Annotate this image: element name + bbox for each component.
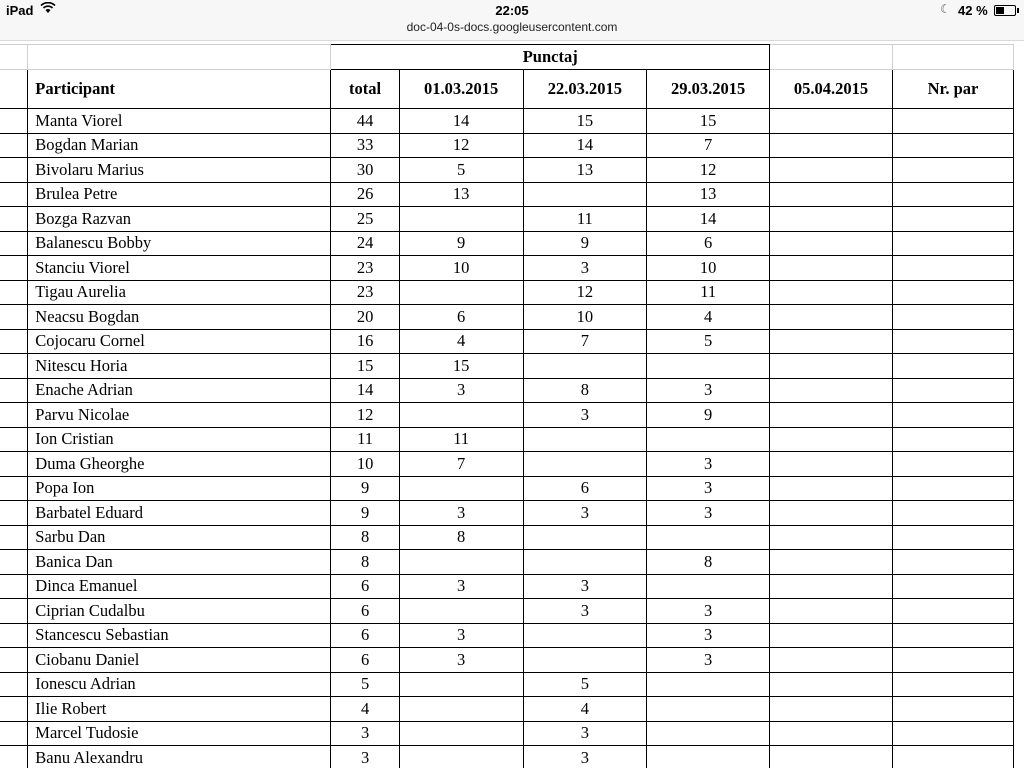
total-cell: 30 [331,158,399,183]
battery-fill [996,7,1004,14]
score-cell-d2 [523,623,647,648]
row-index-cell [0,574,28,599]
score-cell-d2: 15 [523,109,647,134]
score-cell-d1: 6 [399,305,523,330]
score-cell-d3: 3 [647,476,770,501]
total-cell: 20 [331,305,399,330]
score-cell-d1: 3 [399,574,523,599]
row-index-cell [0,256,28,281]
score-cell-d2: 9 [523,231,647,256]
total-cell: 8 [331,550,399,575]
score-cell-d4 [770,476,893,501]
total-cell: 33 [331,133,399,158]
score-cell-d4 [770,672,893,697]
score-cell-d3 [647,746,770,768]
participations-cell [892,501,1013,526]
score-cell-d4 [770,403,893,428]
total-cell: 8 [331,525,399,550]
row-index-cell [0,305,28,330]
empty-cell [28,45,331,70]
table-row [0,158,1014,183]
empty-cell [770,45,893,70]
total-cell: 6 [331,574,399,599]
status-bar [0,0,1024,41]
score-cell-d1: 15 [399,354,523,379]
participant-cell: Cojocaru Cornel [28,329,331,354]
score-cell-d1 [399,599,523,624]
participations-cell [892,746,1013,768]
score-cell-d4 [770,231,893,256]
score-cell-d4 [770,280,893,305]
score-cell-d2: 3 [523,721,647,746]
table-row [0,746,1014,768]
score-cell-d4 [770,721,893,746]
score-cell-d2 [523,648,647,673]
participations-cell [892,721,1013,746]
score-cell-d2: 6 [523,476,647,501]
total-cell: 12 [331,403,399,428]
row-index-cell [0,182,28,207]
score-cell-d1: 4 [399,329,523,354]
score-cell-d4 [770,133,893,158]
score-cell-d1: 8 [399,525,523,550]
participant-cell: Manta Viorel [28,109,331,134]
participations-cell [892,378,1013,403]
participations-cell [892,256,1013,281]
row-index-cell [0,648,28,673]
participant-cell: Barbatel Eduard [28,501,331,526]
total-cell: 26 [331,182,399,207]
score-cell-d1: 3 [399,501,523,526]
score-cell-d4 [770,525,893,550]
participations-cell [892,354,1013,379]
row-index-cell [0,133,28,158]
total-cell: 3 [331,721,399,746]
table-row [0,256,1014,281]
address-bar-url[interactable]: doc-04-0s-docs.googleusercontent.com [406,20,618,34]
participations-cell [892,574,1013,599]
score-cell-d3 [647,574,770,599]
participant-cell: Stancescu Sebastian [28,623,331,648]
participations-cell [892,427,1013,452]
score-cell-d3 [647,354,770,379]
score-cell-d4 [770,427,893,452]
table-row [0,329,1014,354]
punctaj-header: Punctaj [331,45,770,70]
score-cell-d2 [523,354,647,379]
score-cell-d3: 11 [647,280,770,305]
spreadsheet-view[interactable] [0,40,1024,768]
score-cell-d3: 13 [647,182,770,207]
participant-cell: Bozga Razvan [28,207,331,232]
table-row [0,378,1014,403]
score-cell-d2: 3 [523,501,647,526]
score-cell-d4 [770,452,893,477]
score-cell-d4 [770,182,893,207]
total-cell: 11 [331,427,399,452]
score-cell-d4 [770,648,893,673]
score-cell-d3: 3 [647,599,770,624]
score-cell-d4 [770,207,893,232]
row-index-cell [0,452,28,477]
row-index-cell [0,354,28,379]
column-header-row [0,70,1014,109]
participations-cell [892,158,1013,183]
participations-cell [892,329,1013,354]
table-row [0,182,1014,207]
battery-percentage: 42 % [958,3,988,18]
participant-cell: Banu Alexandru [28,746,331,768]
total-cell: 4 [331,697,399,722]
score-cell-d1 [399,476,523,501]
results-table [0,44,1014,768]
participations-cell [892,403,1013,428]
table-row [0,109,1014,134]
total-cell: 6 [331,599,399,624]
score-cell-d1: 3 [399,623,523,648]
participations-cell [892,697,1013,722]
score-cell-d1 [399,280,523,305]
row-index-cell [0,280,28,305]
participant-cell: Dinca Emanuel [28,574,331,599]
row-index-cell [0,623,28,648]
score-cell-d2: 7 [523,329,647,354]
date-header-1: 01.03.2015 [399,70,523,109]
participant-cell: Nitescu Horia [28,354,331,379]
battery-icon [994,5,1016,16]
row-index-cell [0,697,28,722]
score-cell-d2: 14 [523,133,647,158]
row-index-cell [0,501,28,526]
score-cell-d2: 11 [523,207,647,232]
participant-cell: Enache Adrian [28,378,331,403]
score-cell-d3: 3 [647,623,770,648]
participations-cell [892,623,1013,648]
empty-cell [0,45,28,70]
total-cell: 6 [331,648,399,673]
participations-cell [892,648,1013,673]
row-index-header [0,70,28,109]
participations-cell [892,599,1013,624]
score-cell-d1 [399,672,523,697]
score-cell-d4 [770,746,893,768]
score-cell-d1 [399,697,523,722]
score-cell-d3: 14 [647,207,770,232]
table-row [0,501,1014,526]
score-cell-d3 [647,525,770,550]
table-row [0,672,1014,697]
participant-cell: Bivolaru Marius [28,158,331,183]
table-row [0,403,1014,428]
total-cell: 44 [331,109,399,134]
score-cell-d1: 3 [399,648,523,673]
score-cell-d4 [770,158,893,183]
total-cell: 24 [331,231,399,256]
table-row [0,550,1014,575]
row-index-cell [0,550,28,575]
total-cell: 14 [331,378,399,403]
score-cell-d4 [770,623,893,648]
score-cell-d2 [523,452,647,477]
total-cell: 5 [331,672,399,697]
row-index-cell [0,231,28,256]
total-cell: 15 [331,354,399,379]
table-row [0,280,1014,305]
participations-cell [892,672,1013,697]
total-cell: 3 [331,746,399,768]
participant-cell: Ilie Robert [28,697,331,722]
score-cell-d1: 10 [399,256,523,281]
table-row [0,697,1014,722]
score-cell-d3: 4 [647,305,770,330]
participant-cell: Ciprian Cudalbu [28,599,331,624]
score-cell-d1: 5 [399,158,523,183]
total-cell: 9 [331,501,399,526]
total-cell: 25 [331,207,399,232]
total-cell: 9 [331,476,399,501]
score-cell-d2: 3 [523,599,647,624]
score-cell-d1 [399,721,523,746]
score-cell-d2: 3 [523,256,647,281]
table-row [0,427,1014,452]
table-row [0,133,1014,158]
device-name: iPad [6,3,34,18]
score-cell-d3: 3 [647,452,770,477]
participant-cell: Ion Cristian [28,427,331,452]
row-index-cell [0,403,28,428]
table-row [0,476,1014,501]
score-cell-d2: 5 [523,672,647,697]
table-row [0,354,1014,379]
date-header-4: 05.04.2015 [770,70,893,109]
group-header-row [0,45,1014,70]
score-cell-d2 [523,550,647,575]
table-row [0,623,1014,648]
participations-cell [892,525,1013,550]
score-cell-d3 [647,672,770,697]
score-cell-d3: 5 [647,329,770,354]
score-cell-d4 [770,354,893,379]
row-index-cell [0,158,28,183]
participations-cell [892,452,1013,477]
score-cell-d4 [770,305,893,330]
score-cell-d2: 3 [523,403,647,428]
score-cell-d4 [770,329,893,354]
row-index-cell [0,378,28,403]
date-header-2: 22.03.2015 [523,70,647,109]
row-index-cell [0,721,28,746]
row-index-cell [0,476,28,501]
date-header-3: 29.03.2015 [647,70,770,109]
score-cell-d4 [770,256,893,281]
table-row [0,648,1014,673]
participant-cell: Neacsu Bogdan [28,305,331,330]
score-cell-d4 [770,599,893,624]
participant-cell: Marcel Tudosie [28,721,331,746]
score-cell-d2: 8 [523,378,647,403]
score-cell-d4 [770,501,893,526]
score-cell-d1: 9 [399,231,523,256]
table-row [0,721,1014,746]
participant-cell: Tigau Aurelia [28,280,331,305]
table-row [0,231,1014,256]
score-cell-d1 [399,207,523,232]
participant-cell: Ciobanu Daniel [28,648,331,673]
moon-icon: ☾ [940,2,951,16]
participations-cell [892,305,1013,330]
table-row [0,599,1014,624]
score-cell-d2: 10 [523,305,647,330]
participant-cell: Brulea Petre [28,182,331,207]
score-cell-d3 [647,721,770,746]
participations-cell [892,231,1013,256]
score-cell-d1: 13 [399,182,523,207]
score-cell-d3 [647,427,770,452]
participant-cell: Popa Ion [28,476,331,501]
table-row [0,452,1014,477]
score-cell-d3: 8 [647,550,770,575]
row-index-cell [0,599,28,624]
score-cell-d2 [523,427,647,452]
participations-cell [892,182,1013,207]
table-row [0,305,1014,330]
score-cell-d1 [399,550,523,575]
participant-cell: Bogdan Marian [28,133,331,158]
clock: 22:05 [495,3,529,18]
participations-cell [892,207,1013,232]
score-cell-d3: 3 [647,648,770,673]
total-cell: 23 [331,256,399,281]
score-cell-d3: 10 [647,256,770,281]
score-cell-d3: 3 [647,501,770,526]
score-cell-d2: 12 [523,280,647,305]
table-row [0,207,1014,232]
score-cell-d3: 15 [647,109,770,134]
participant-cell: Duma Gheorghe [28,452,331,477]
score-cell-d1: 3 [399,378,523,403]
score-cell-d3 [647,697,770,722]
row-index-cell [0,672,28,697]
score-cell-d3: 3 [647,378,770,403]
score-cell-d3: 12 [647,158,770,183]
total-header: total [331,70,399,109]
row-index-cell [0,109,28,134]
total-cell: 6 [331,623,399,648]
score-cell-d2 [523,182,647,207]
score-cell-d4 [770,574,893,599]
table-row [0,574,1014,599]
participations-header: Nr. par [892,70,1013,109]
score-cell-d4 [770,697,893,722]
row-index-cell [0,746,28,768]
participations-cell [892,133,1013,158]
total-cell: 23 [331,280,399,305]
total-cell: 10 [331,452,399,477]
participant-header: Participant [28,70,331,109]
score-cell-d1: 11 [399,427,523,452]
participant-cell: Ionescu Adrian [28,672,331,697]
score-cell-d4 [770,378,893,403]
participant-cell: Balanescu Bobby [28,231,331,256]
participations-cell [892,109,1013,134]
total-cell: 16 [331,329,399,354]
participations-cell [892,476,1013,501]
score-cell-d1: 14 [399,109,523,134]
score-cell-d1 [399,746,523,768]
score-cell-d4 [770,550,893,575]
score-cell-d2: 4 [523,697,647,722]
participant-cell: Sarbu Dan [28,525,331,550]
participant-cell: Parvu Nicolae [28,403,331,428]
score-cell-d2: 3 [523,574,647,599]
participations-cell [892,550,1013,575]
participant-cell: Stanciu Viorel [28,256,331,281]
row-index-cell [0,207,28,232]
score-cell-d1 [399,403,523,428]
score-cell-d2: 13 [523,158,647,183]
score-cell-d3: 7 [647,133,770,158]
participations-cell [892,280,1013,305]
score-cell-d1: 7 [399,452,523,477]
row-index-cell [0,427,28,452]
score-cell-d4 [770,109,893,134]
score-cell-d3: 9 [647,403,770,428]
row-index-cell [0,329,28,354]
participant-cell: Banica Dan [28,550,331,575]
empty-cell [892,45,1013,70]
row-index-cell [0,525,28,550]
score-cell-d3: 6 [647,231,770,256]
score-cell-d1: 12 [399,133,523,158]
table-row [0,525,1014,550]
score-cell-d2: 3 [523,746,647,768]
score-cell-d2 [523,525,647,550]
